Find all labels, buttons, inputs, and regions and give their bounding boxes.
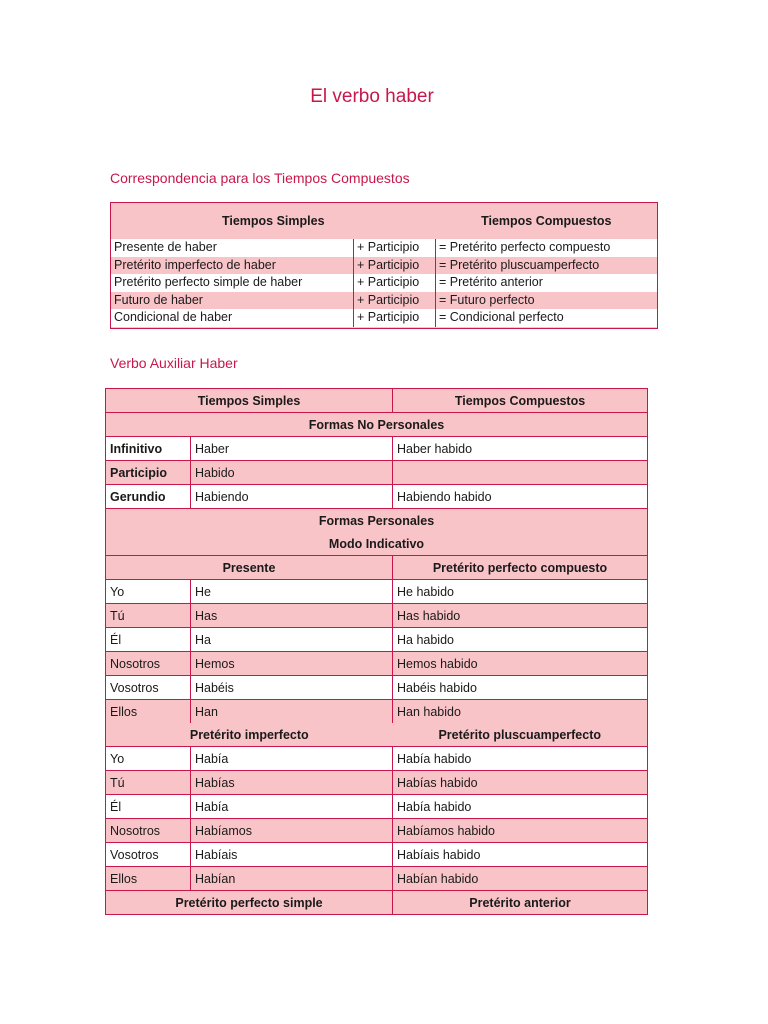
pronoun: Vosotros bbox=[106, 843, 191, 867]
section-row-no-personales bbox=[106, 413, 648, 437]
form-compuesto: He habido bbox=[393, 580, 648, 604]
section-row-personales bbox=[106, 509, 648, 533]
column-header-compuestos: Tiempos Compuestos bbox=[436, 203, 658, 240]
form-compuesto: Habéis habido bbox=[393, 676, 648, 700]
table-row bbox=[106, 795, 648, 819]
tense-header-row bbox=[106, 556, 648, 580]
cell-participle: + Participio bbox=[354, 239, 436, 257]
haber-conjugation-table bbox=[105, 388, 648, 915]
cell-participle: + Participio bbox=[354, 257, 436, 275]
pronoun: Él bbox=[106, 795, 191, 819]
table-row bbox=[106, 843, 648, 867]
form-compuesto: Había habido bbox=[393, 747, 648, 771]
page-title: El verbo haber bbox=[310, 86, 434, 107]
form-simple: Habían bbox=[191, 867, 393, 891]
tense-header-row bbox=[106, 723, 648, 747]
form-compuesto: Has habido bbox=[393, 604, 648, 628]
tense-header-row bbox=[106, 891, 648, 915]
form-simple: Haber bbox=[191, 437, 393, 461]
pronoun: Yo bbox=[106, 747, 191, 771]
form-simple: Habéis bbox=[191, 676, 393, 700]
table-row bbox=[106, 819, 648, 843]
form-simple: Hemos bbox=[191, 652, 393, 676]
table-row bbox=[106, 628, 648, 652]
form-simple: Han bbox=[191, 700, 393, 724]
form-label: Infinitivo bbox=[106, 437, 191, 461]
form-compuesto: Habían habido bbox=[393, 867, 648, 891]
form-compuesto: Había habido bbox=[393, 795, 648, 819]
pronoun: Tú bbox=[106, 604, 191, 628]
table-row bbox=[106, 485, 648, 509]
pronoun: Ellos bbox=[106, 700, 191, 724]
cell-tense: Pretérito perfecto simple de haber bbox=[114, 275, 303, 290]
modo-indicativo-label: Modo Indicativo bbox=[106, 532, 648, 556]
form-label: Participio bbox=[106, 461, 191, 485]
form-compuesto: Han habido bbox=[393, 700, 648, 724]
form-compuesto: Hemos habido bbox=[393, 652, 648, 676]
no-personales-label: Formas No Personales bbox=[106, 413, 648, 437]
cell-result: = Pretérito perfecto compuesto bbox=[436, 239, 658, 257]
table-row bbox=[111, 309, 658, 327]
tense-header-compuesto: Pretérito anterior bbox=[393, 891, 648, 915]
table-header-row bbox=[111, 203, 658, 240]
cell-participle: + Participio bbox=[354, 292, 436, 310]
table-row bbox=[111, 239, 658, 257]
form-simple: Has bbox=[191, 604, 393, 628]
personales-label: Formas Personales bbox=[106, 509, 648, 533]
form-label: Gerundio bbox=[106, 485, 191, 509]
table-bottom-spacer bbox=[111, 327, 658, 329]
tense-header-simple: Pretérito imperfecto bbox=[106, 723, 393, 747]
form-simple: Habíamos bbox=[191, 819, 393, 843]
table-row bbox=[106, 580, 648, 604]
form-simple: Ha bbox=[191, 628, 393, 652]
table-row bbox=[106, 461, 648, 485]
pronoun: Nosotros bbox=[106, 652, 191, 676]
form-simple: Habiendo bbox=[191, 485, 393, 509]
cell-participle: + Participio bbox=[354, 274, 436, 292]
table-row bbox=[111, 292, 658, 310]
pronoun: Él bbox=[106, 628, 191, 652]
column-header-simples: Tiempos Simples bbox=[111, 203, 436, 240]
table-row bbox=[111, 274, 658, 292]
correspondence-table bbox=[110, 202, 658, 329]
cell-tense: Condicional de haber bbox=[114, 310, 233, 325]
form-compuesto bbox=[393, 461, 648, 485]
cell-tense: Presente de haber bbox=[114, 240, 217, 255]
cell-tense: Futuro de haber bbox=[114, 292, 203, 307]
column-header-simples: Tiempos Simples bbox=[106, 389, 393, 413]
pronoun: Yo bbox=[106, 580, 191, 604]
section-row-modo bbox=[106, 532, 648, 556]
cell-participle: + Participio bbox=[354, 309, 436, 327]
tense-header-simple: Presente bbox=[106, 556, 393, 580]
cell-result: = Futuro perfecto bbox=[436, 292, 658, 310]
table-row bbox=[111, 257, 658, 275]
cell-result: = Pretérito anterior bbox=[436, 274, 658, 292]
section-heading-correspondencia: Correspondencia para los Tiempos Compuestos bbox=[110, 170, 410, 186]
pronoun: Tú bbox=[106, 771, 191, 795]
pronoun: Nosotros bbox=[106, 819, 191, 843]
form-compuesto: Habiendo habido bbox=[393, 485, 648, 509]
section-heading-auxiliar: Verbo Auxiliar Haber bbox=[110, 355, 238, 371]
form-simple: Habido bbox=[191, 461, 393, 485]
table-row bbox=[106, 700, 648, 724]
tense-header-compuesto: Pretérito pluscuamperfecto bbox=[393, 723, 648, 747]
pronoun: Ellos bbox=[106, 867, 191, 891]
form-compuesto: Habíais habido bbox=[393, 843, 648, 867]
table-row bbox=[106, 867, 648, 891]
tense-header-simple: Pretérito perfecto simple bbox=[106, 891, 393, 915]
table-row bbox=[106, 437, 648, 461]
form-simple: Habías bbox=[191, 771, 393, 795]
cell-result: = Pretérito pluscuamperfecto bbox=[436, 257, 658, 275]
form-compuesto: Ha habido bbox=[393, 628, 648, 652]
cell-result: = Condicional perfecto bbox=[436, 309, 658, 327]
table-row bbox=[106, 604, 648, 628]
form-simple: He bbox=[191, 580, 393, 604]
tense-header-compuesto: Pretérito perfecto compuesto bbox=[393, 556, 648, 580]
column-header-compuestos: Tiempos Compuestos bbox=[393, 389, 648, 413]
form-simple: Habíais bbox=[191, 843, 393, 867]
form-simple: Había bbox=[191, 747, 393, 771]
pronoun: Vosotros bbox=[106, 676, 191, 700]
form-simple: Había bbox=[191, 795, 393, 819]
form-compuesto: Habías habido bbox=[393, 771, 648, 795]
table-row bbox=[106, 747, 648, 771]
form-compuesto: Habíamos habido bbox=[393, 819, 648, 843]
form-compuesto: Haber habido bbox=[393, 437, 648, 461]
table-header-row bbox=[106, 389, 648, 413]
table-row bbox=[106, 771, 648, 795]
table-row bbox=[106, 652, 648, 676]
table-row bbox=[106, 676, 648, 700]
cell-tense: Pretérito imperfecto de haber bbox=[114, 257, 276, 272]
